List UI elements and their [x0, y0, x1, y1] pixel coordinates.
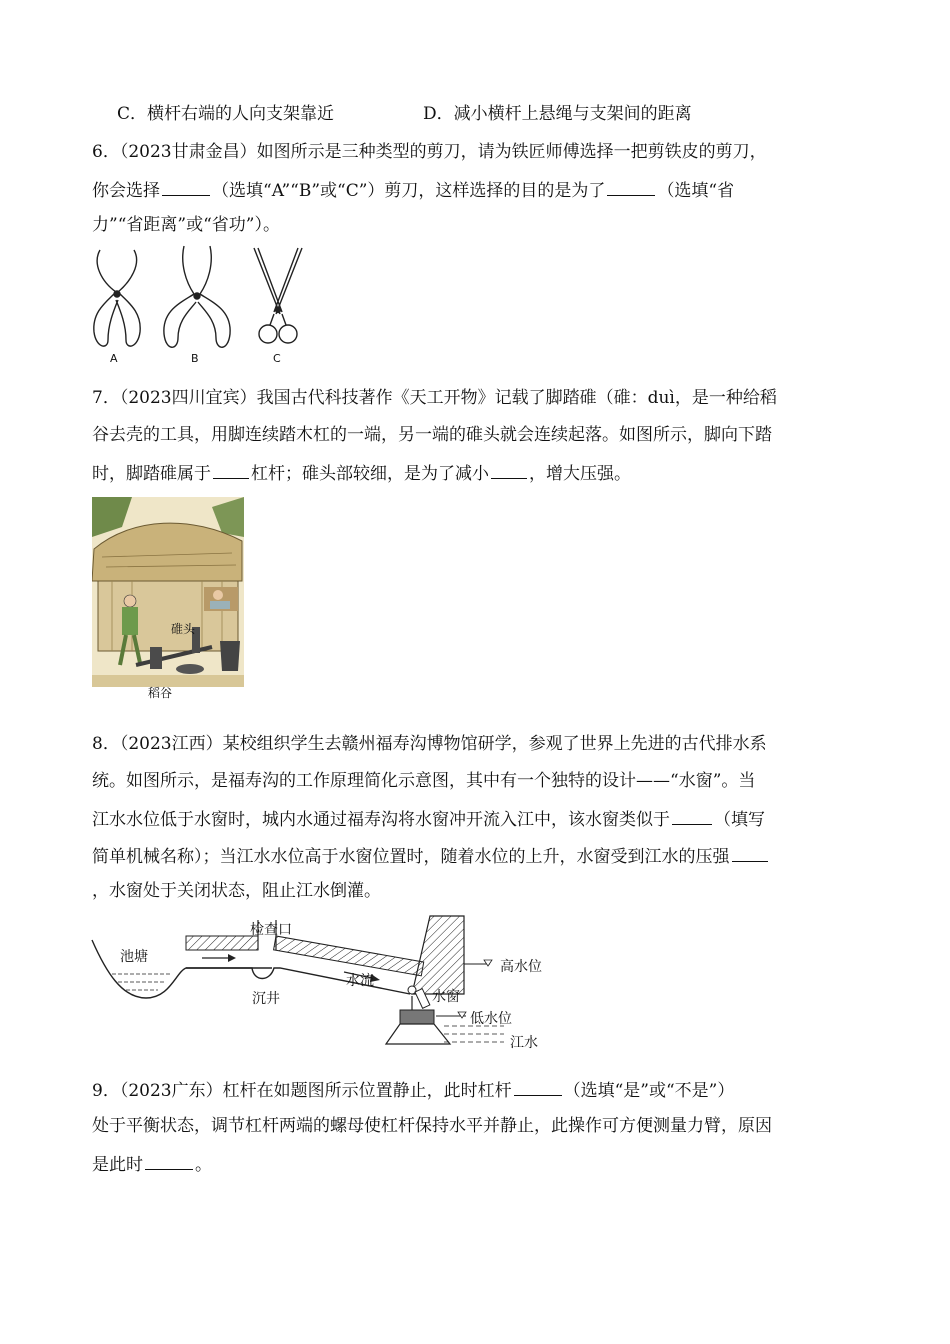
q7-text-a: 时，脚踏碓属于 — [92, 464, 211, 484]
scissors-a-icon — [94, 250, 140, 346]
q5-option-c: C．横杆右端的人向支架靠近 — [117, 104, 335, 124]
scissors-label-b: B — [191, 352, 199, 365]
q6-line-3: 力”“省距离”或“省功”）。 — [92, 215, 280, 235]
drainage-diagram — [90, 912, 560, 1054]
q8-blank-1 — [672, 806, 712, 825]
rice-label: 稻谷 — [148, 686, 173, 700]
scissors-figure — [86, 244, 316, 368]
q9-text-d: 。 — [195, 1155, 212, 1175]
q7-line-2: 谷去壳的工具，用脚连续踏木杠的一端，另一端的碓头就会连续起落。如图所示，脚向下踏 — [92, 425, 772, 445]
q7-text-c: ，增大压强。 — [529, 464, 631, 484]
scissors-label-a: A — [110, 352, 118, 365]
high-water-label: 高水位 — [500, 959, 542, 975]
q7-blank-2 — [491, 460, 527, 479]
q9-text-a: 9．（2023广东）杠杆在如题图所示位置静止，此时杠杆 — [92, 1081, 512, 1101]
q6-text-c: （选填“省 — [657, 181, 735, 201]
sink-well-label: 沉井 — [252, 991, 280, 1007]
q8-line-1: 8．（2023江西）某校组织学生去赣州福寿沟博物馆研学，参观了世界上先进的古代排水系 — [92, 734, 767, 754]
q6-blank-2 — [607, 177, 655, 196]
q9-line-2: 处于平衡状态，调节杠杆两端的螺母使杠杆保持水平并静止，此操作可方便测量力臂，原因 — [92, 1116, 772, 1136]
water-flow-label: 水流 — [346, 973, 374, 989]
q8-line-2: 统。如图所示，是福寿沟的工作原理简化示意图，其中有一个独特的设计——“水窗”。当 — [92, 771, 756, 791]
scissors-b-icon — [164, 246, 230, 347]
q8-text-a: 江水水位低于水窗时，城内水通过福寿沟将水窗冲开流入江中，该水窗类似于 — [92, 810, 670, 830]
pond-label: 池塘 — [120, 949, 148, 965]
q8-text-c: 简单机械名称）；当江水水位高于水窗位置时，随着水位的上升，水窗受到江水的压强 — [92, 847, 730, 867]
q7-line-3 — [92, 460, 631, 486]
q6-text-b: （选填“A”“B”或“C”）剪刀，这样选择的目的是为了 — [212, 181, 606, 201]
q9-line-1 — [92, 1077, 734, 1103]
q7-blank-1 — [213, 460, 249, 479]
q9-line-3 — [92, 1151, 212, 1177]
q7-text-b: 杠杆；碓头部较细，是为了减小 — [251, 464, 489, 484]
q5-option-d: D．减小横杆上悬绳与支架间的距离 — [423, 104, 692, 124]
q9-blank-2 — [145, 1151, 193, 1170]
pestle-head-label: 碓头 — [171, 622, 196, 636]
scissors-label-c: C — [273, 352, 281, 365]
water-window-label: 水窗 — [432, 989, 460, 1005]
treadle-pestle-illustration — [92, 497, 244, 687]
q6-line-1: 6．（2023甘肃金昌）如图所示是三种类型的剪刀，请为铁匠师傅选择一把剪铁皮的剪刀， — [92, 142, 767, 162]
q6-text-a: 你会选择 — [92, 181, 160, 201]
q9-blank-1 — [514, 1077, 562, 1096]
q8-line-3 — [92, 806, 765, 832]
q7-line-1: 7．（2023四川宜宾）我国古代科技著作《天工开物》记载了脚踏碓（碓：duì，是一种给稻 — [92, 388, 777, 408]
q9-text-b: （选填“是”或“不是”） — [563, 1081, 735, 1101]
low-water-label: 低水位 — [470, 1011, 512, 1027]
q8-line-5: ，水窗处于关闭状态，阻止江水倒灌。 — [92, 881, 381, 901]
scissors-c-icon — [254, 248, 302, 343]
inspection-port-label: 检查口 — [250, 922, 292, 938]
q8-blank-2 — [732, 843, 768, 862]
q6-blank-1 — [162, 177, 210, 196]
q8-text-b: （填写 — [714, 810, 765, 830]
q6-line-2 — [92, 177, 734, 203]
q8-line-4 — [92, 843, 770, 869]
river-water-label: 江水 — [510, 1035, 538, 1051]
q9-text-c: 是此时 — [92, 1155, 143, 1175]
